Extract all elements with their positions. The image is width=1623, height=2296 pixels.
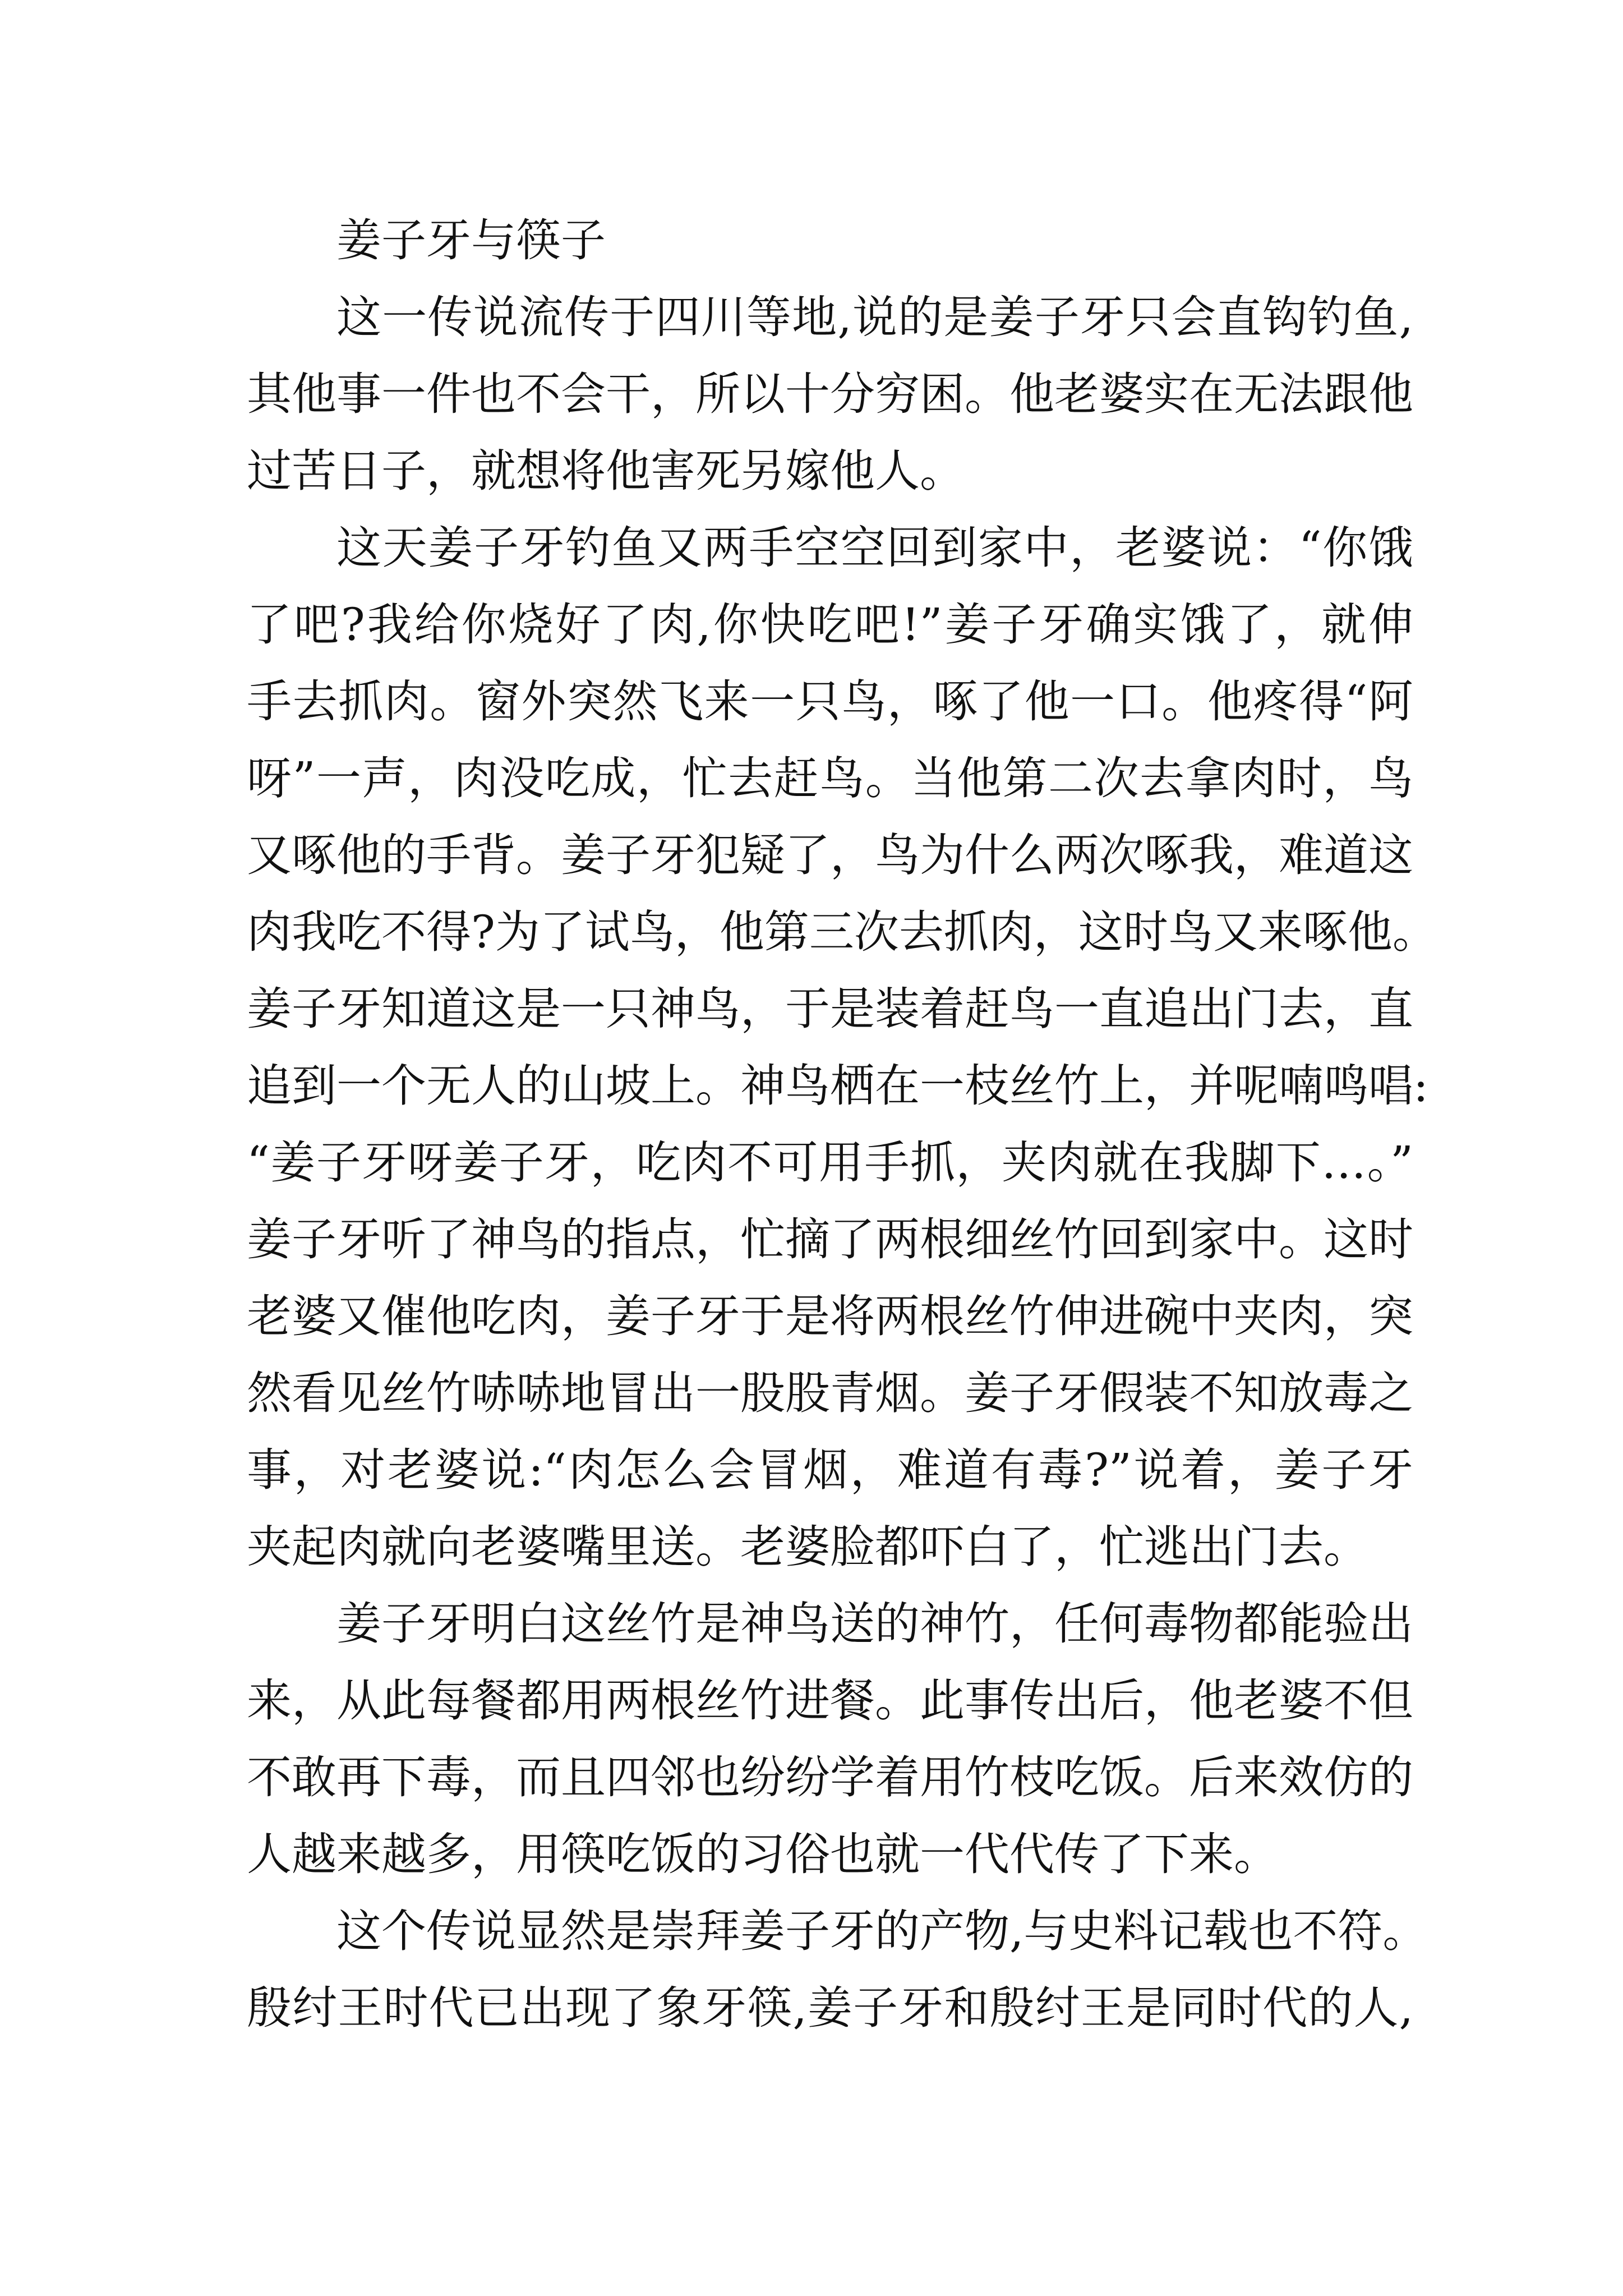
paragraph-3-line-1 bbox=[247, 1585, 1413, 1662]
paragraph-2-line-2 bbox=[247, 586, 1413, 663]
text-line: “姜子牙呀姜子牙，吃肉不可用手抓，夹肉就在我脚下…。” bbox=[247, 1137, 1413, 1189]
paragraph-4-line-1 bbox=[247, 1893, 1428, 1970]
paragraph-2-line-8 bbox=[247, 1047, 1428, 1124]
paragraph-2-line-10 bbox=[247, 1201, 1413, 1278]
paragraph-3-line-4: 人越来越多，用筷吃饭的习俗也就一代代传了下来。 bbox=[247, 1828, 1279, 1880]
paragraph-2-line-9 bbox=[247, 1124, 1413, 1201]
paragraph-2-line-6 bbox=[247, 894, 1437, 970]
text-line: 然看见丝竹哧哧地冒出一股股青烟。姜子牙假装不知放毒之 bbox=[247, 1367, 1413, 1419]
text-line: 肉我吃不得?为了试鸟，他第三次去抓肉，这时鸟又来啄他。 bbox=[247, 906, 1437, 958]
text-line: 老婆又催他吃肉，姜子牙于是将两根丝竹伸进碗中夹肉，突 bbox=[247, 1290, 1413, 1342]
text-line: 不敢再下毒，而且四邻也纷纷学着用竹枝吃饭。后来效仿的 bbox=[247, 1751, 1413, 1803]
paragraph-2-line-14: 夹起肉就向老婆嘴里送。老婆脸都吓白了，忙逃出门去。 bbox=[247, 1521, 1368, 1573]
text-line: 又啄他的手背。姜子牙犯疑了，鸟为什么两次啄我，难道这 bbox=[247, 829, 1413, 881]
paragraph-2-line-4 bbox=[247, 740, 1413, 817]
document-body bbox=[247, 202, 1437, 2046]
paragraph-2-line-11 bbox=[247, 1278, 1413, 1355]
paragraph-1-line-1 bbox=[247, 279, 1413, 356]
text-line: 追到一个无人的山坡上。神鸟栖在一枝丝竹上，并呢喃鸣唱: bbox=[247, 1060, 1428, 1112]
document-title: 姜子牙与筷子 bbox=[336, 214, 606, 266]
paragraph-1-line-3: 过苦日子，就想将他害死另嫁他人。 bbox=[247, 445, 965, 497]
paragraph-2-line-5 bbox=[247, 817, 1413, 894]
text-line: 这个传说显然是崇拜姜子牙的产物,与史料记载也不符。 bbox=[336, 1905, 1428, 1957]
paragraph-2-line-7 bbox=[247, 970, 1413, 1047]
paragraph-2-line-13 bbox=[247, 1432, 1413, 1508]
paragraph-2-line-1 bbox=[247, 509, 1413, 586]
text-line: 呀”一声，肉没吃成，忙去赶鸟。当他第二次去拿肉时，鸟 bbox=[247, 752, 1413, 804]
text-line: 这一传说流传于四川等地,说的是姜子牙只会直钩钓鱼, bbox=[336, 291, 1413, 343]
text-line: 殷纣王时代已出现了象牙筷,姜子牙和殷纣王是同时代的人, bbox=[247, 1982, 1413, 2034]
text-line: 姜子牙听了神鸟的指点，忙摘了两根细丝竹回到家中。这时 bbox=[247, 1213, 1413, 1266]
paragraph-2-line-12 bbox=[247, 1355, 1413, 1432]
paragraph-4-line-2 bbox=[247, 1970, 1413, 2046]
text-line: 这天姜子牙钓鱼又两手空空回到家中，老婆说：“你饿 bbox=[336, 522, 1413, 574]
text-line: 姜子牙明白这丝竹是神鸟送的神竹，任何毒物都能验出 bbox=[336, 1598, 1413, 1650]
text-line: 事，对老婆说:“肉怎么会冒烟，难道有毒?”说着，姜子牙 bbox=[247, 1444, 1413, 1496]
text-line: 姜子牙知道这是一只神鸟，于是装着赶鸟一直追出门去，直 bbox=[247, 983, 1413, 1035]
paragraph-3-line-3 bbox=[247, 1739, 1413, 1816]
paragraph-1-line-2 bbox=[247, 356, 1413, 432]
text-line: 其他事一件也不会干，所以十分穷困。他老婆实在无法跟他 bbox=[247, 368, 1413, 420]
paragraph-2-line-3 bbox=[247, 663, 1413, 740]
paragraph-3-line-2 bbox=[247, 1662, 1413, 1739]
text-line: 来，从此每餐都用两根丝竹进餐。此事传出后，他老婆不但 bbox=[247, 1674, 1413, 1727]
text-line: 了吧?我给你烧好了肉,你快吃吧!”姜子牙确实饿了，就伸 bbox=[247, 599, 1413, 651]
text-line: 手去抓肉。窗外突然飞来一只鸟，啄了他一口。他疼得“阿 bbox=[247, 675, 1413, 728]
